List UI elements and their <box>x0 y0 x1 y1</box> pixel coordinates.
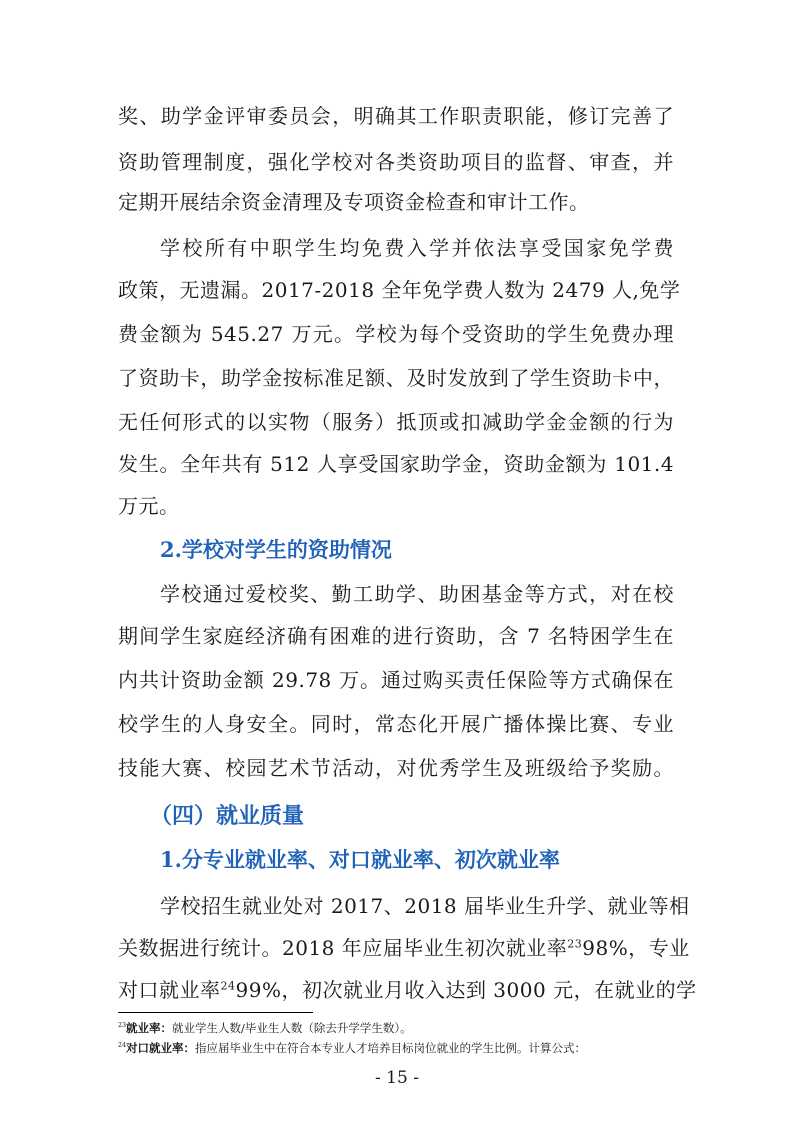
para-2-line-6: 发生。全年共有 512 人享受国家助学金，资助金额为 101.4 <box>118 452 674 476</box>
para-1-line-2: 资助管理制度，强化学校对各类资助项目的监督、审查，并 <box>118 150 674 174</box>
footnote-24-mark: 24 <box>118 1042 127 1050</box>
footnote-24-text: 指应届毕业生中在符合本专业人才培养目标岗位就业的学生比例。计算公式： <box>195 1041 587 1055</box>
para-3-line-4: 校学生的人身安全。同时，常态化开展广播体操比赛、专业 <box>118 712 674 736</box>
footnote-23-text: 就业学生人数/毕业生人数（除去升学学生数）。 <box>172 1021 412 1035</box>
footnote-ref-24: 24 <box>220 979 236 993</box>
para-4-line-3 <box>118 968 697 1012</box>
footnote-ref-23: 23 <box>567 937 583 951</box>
para-4-line-2-text-a: 关数据进行统计。2018 年应届毕业生初次就业率 <box>118 936 568 960</box>
para-2-line-7: 万元。 <box>118 494 180 518</box>
para-4-line-2-text-b: 98%，专业 <box>582 936 690 960</box>
para-1-line-3: 定期开展结余资金清理及专项资金检查和审计工作。 <box>118 190 590 214</box>
footnote-23 <box>118 1020 688 1036</box>
footnote-24-term: 对口就业率： <box>126 1041 196 1055</box>
footnote-23-mark: 23 <box>118 1022 127 1030</box>
page-number: - 15 - <box>375 1068 419 1088</box>
para-3-line-1: 学校通过爱校奖、勤工助学、助困基金等方式，对在校 <box>160 582 674 606</box>
para-2-line-5: 无任何形式的以实物（服务）抵顶或扣减助学金金额的行为 <box>118 410 674 434</box>
para-1-line-1: 奖、助学金评审委员会，明确其工作职责职能，修订完善了 <box>118 104 674 128</box>
para-3-line-2: 期间学生家庭经济确有困难的进行资助，含 7 名特困学生在 <box>118 624 674 648</box>
para-2-line-4: 了资助卡，助学金按标准足额、及时发放到了学生资助卡中， <box>118 366 674 390</box>
subheading-student-aid: 2.学校对学生的资助情况 <box>160 537 392 562</box>
footnote-24 <box>118 1040 688 1056</box>
subheading-employment-rates: 1.分专业就业率、对口就业率、初次就业率 <box>160 847 560 872</box>
para-2-line-2: 政策，无遗漏。2017-2018 全年免学费人数为 2479 人,免学 <box>118 278 681 302</box>
para-4-line-1: 学校招生就业处对 2017、2018 届毕业生升学、就业等相 <box>160 894 690 918</box>
para-3-line-5: 技能大赛、校园艺术节活动，对优秀学生及班级给予奖励。 <box>118 756 674 780</box>
para-2-line-3: 费金额为 545.27 万元。学校为每个受资助的学生免费办理 <box>118 322 674 346</box>
para-3-line-3: 内共计资助金额 29.78 万。通过购买责任保险等方式确保在 <box>118 668 674 692</box>
para-4-line-3-text-b: 99%，初次就业月收入达到 3000 元，在就业的学 <box>235 978 697 1002</box>
para-4-line-3-text-a: 对口就业率 <box>118 978 221 1002</box>
footnote-separator <box>118 1012 313 1013</box>
para-2-line-1: 学校所有中职学生均免费入学并依法享受国家免学费 <box>160 236 674 260</box>
footnote-23-term: 就业率： <box>126 1021 173 1035</box>
para-4-line-2 <box>118 926 690 970</box>
section-heading-employment: （四）就业质量 <box>150 803 305 829</box>
